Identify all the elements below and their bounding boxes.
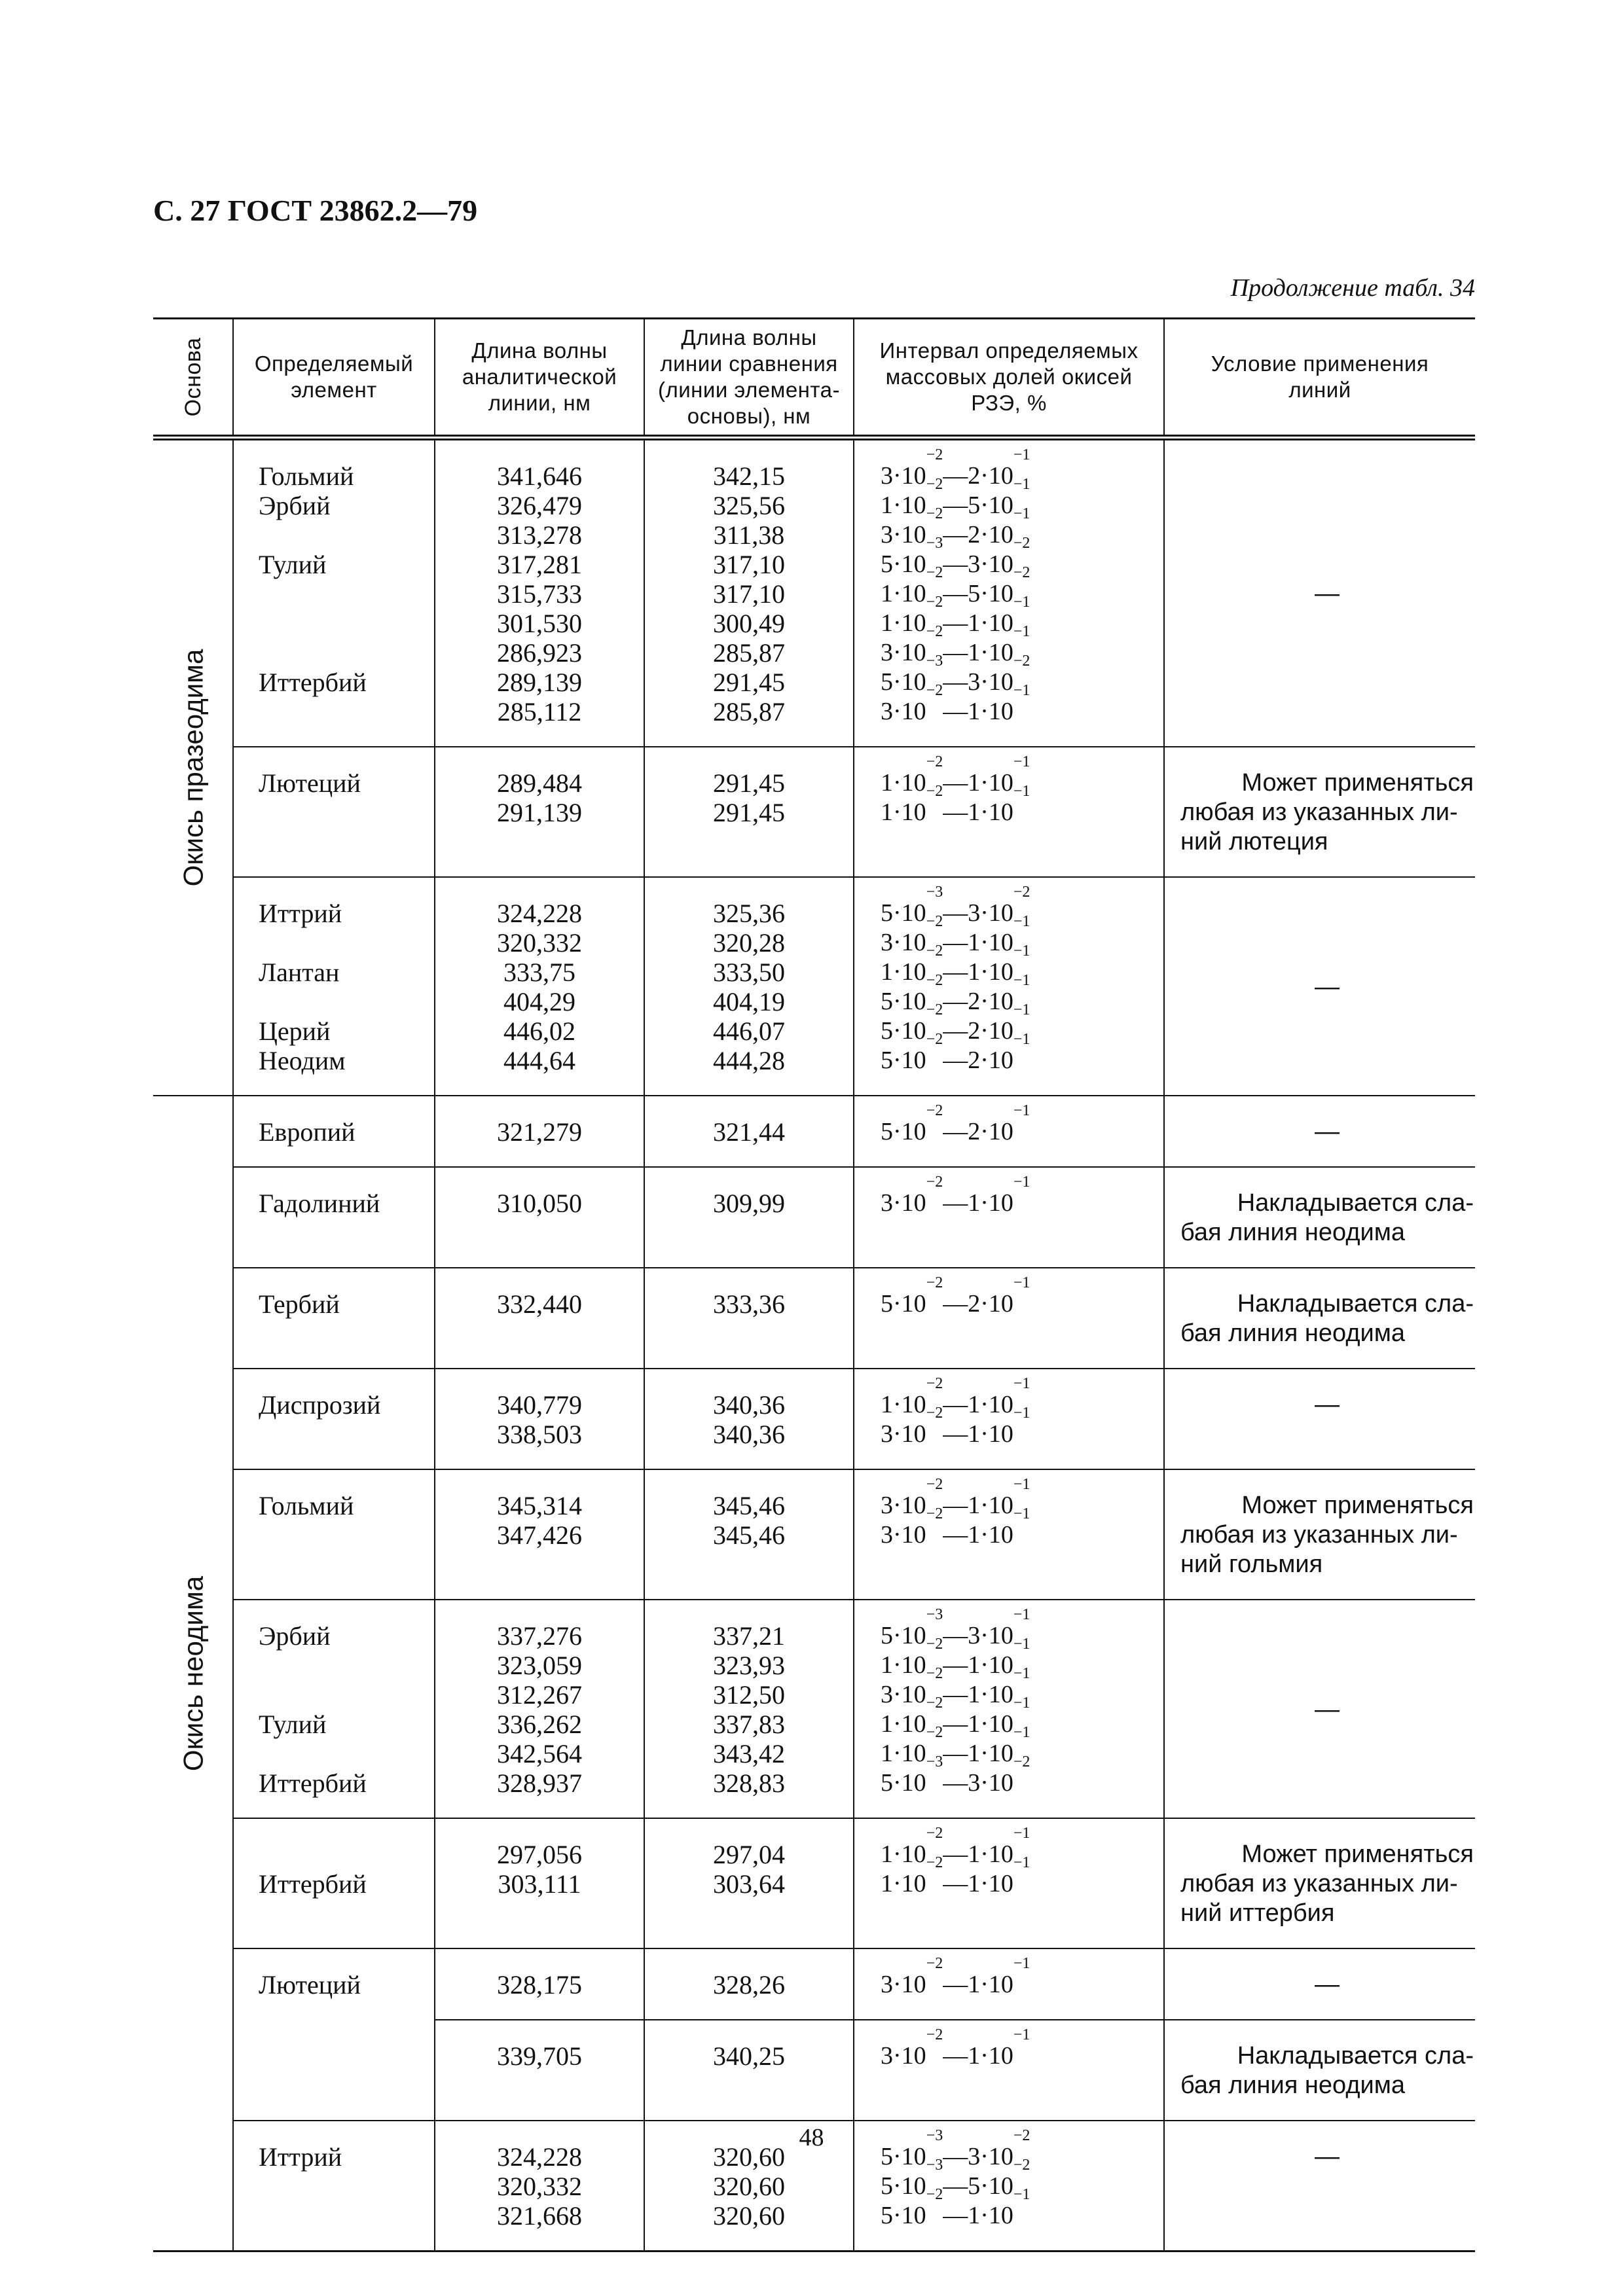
range-cell: [854, 1600, 1164, 1818]
element-cell-value: Гольмий: [259, 1491, 354, 1520]
analytic-wavelength-value: 347,426: [497, 1520, 582, 1550]
compare-wavelength: [644, 1818, 854, 1948]
compare-wavelength-value: 321,44: [713, 1117, 785, 1147]
compare-wavelength-value: 285,87: [713, 638, 785, 668]
analytic-wavelength: [435, 438, 644, 747]
range-cell: [854, 2020, 1164, 2121]
header-line: РЗЭ, %: [971, 391, 1047, 415]
page-header: С. 27 ГОСТ 23862.2—79: [153, 194, 478, 227]
element-cell-value: Иттербий: [259, 1768, 367, 1798]
range-value: $3\cdot 10^{-2}—1\cdot 10^{-1}$: [881, 1955, 1030, 1998]
element-cell: [233, 438, 435, 747]
element-cell-value: Гольмий: [259, 461, 354, 491]
range-value: $5\cdot 10^{-2}—2\cdot 10^{-1}$: [881, 1001, 1030, 1045]
element-cell-value: Иттрий: [259, 2142, 342, 2172]
compare-wavelength-value: 340,36: [713, 1420, 785, 1449]
element-cell-value: [259, 2201, 434, 2231]
compare-wavelength: [644, 2020, 854, 2121]
condition-cell: [1164, 1369, 1475, 1469]
analytic-wavelength: [435, 1369, 644, 1469]
element-cell-value: [259, 609, 434, 638]
analytic-wavelength-value: 321,668: [497, 2201, 582, 2231]
element-cell-value: [259, 1680, 434, 1710]
table-row: [153, 1469, 1475, 1600]
condition-dash: —: [1315, 1971, 1340, 1998]
header-line: основы), нм: [687, 404, 811, 428]
range-cell: [854, 1096, 1164, 1167]
range-cell: [854, 1469, 1164, 1600]
analytic-wavelength-value: 321,279: [497, 1117, 582, 1147]
element-cell: [233, 1268, 435, 1369]
analytic-wavelength: [435, 2020, 644, 2121]
analytic-wavelength-value: 328,175: [497, 1970, 582, 2000]
condition-line: любая из указанных ли-: [1180, 1521, 1458, 1549]
compare-wavelength-value: 309,99: [713, 1189, 785, 1218]
condition-line: Накладывается сла-: [1237, 1189, 1474, 1217]
condition-line: бая линия неодима: [1180, 1319, 1405, 1347]
range-value: $3\cdot 10^{-2}—1\cdot 10^{-1}$: [881, 1505, 1030, 1549]
element-cell-value: [259, 1840, 434, 1869]
analytic-wavelength-value: 285,112: [497, 697, 582, 726]
range-value: $3\cdot 10^{-2}—1\cdot 10^{-1}$: [881, 1665, 1030, 1708]
condition-cell: [1164, 1818, 1475, 1948]
analytic-wavelength-value: 333,75: [503, 958, 575, 987]
range-value: $5\cdot 10^{-3}—3\cdot 10^{-2}$: [881, 1753, 1030, 1797]
condition-line: бая линия неодима: [1180, 2072, 1405, 2099]
element-cell-value: Лютеций: [259, 1970, 361, 2000]
analytic-wavelength-value: 310,050: [497, 1189, 582, 1218]
analytic-wavelength-value: 286,923: [497, 638, 582, 668]
header-row: [153, 319, 1475, 438]
condition-cell: [1164, 438, 1475, 747]
compare-wavelength-value: 311,38: [713, 520, 785, 550]
compare-wavelength-value: 285,87: [713, 697, 785, 726]
analytic-wavelength-value: 338,503: [497, 1420, 582, 1449]
compare-wavelength-value: 320,60: [713, 2201, 785, 2231]
table-row: [153, 1268, 1475, 1369]
range-value: $3\cdot 10^{-2}—2\cdot 10^{-1}$: [881, 505, 1030, 548]
condition-line: Может применяться: [1241, 1492, 1474, 1519]
analytic-wavelength-value: 291,139: [497, 798, 582, 827]
range-value: $3\cdot 10^{-2}—1\cdot 10^{-1}$: [881, 2026, 1030, 2070]
condition-line: ний гольмия: [1180, 1551, 1323, 1578]
table-row: [153, 1096, 1475, 1167]
range-cell: [854, 1369, 1164, 1469]
analytic-wavelength: [435, 1600, 644, 1818]
table-row: [153, 747, 1475, 877]
condition-cell: [1164, 1096, 1475, 1167]
compare-wavelength-value: 333,50: [713, 958, 785, 987]
header-line: линии сравнения: [660, 351, 838, 376]
compare-wavelength-value: 317,10: [713, 579, 785, 609]
condition-dash: —: [1315, 580, 1340, 607]
element-cell-value: [259, 579, 434, 609]
analytic-wavelength: [435, 747, 644, 877]
analytic-wavelength-value: 444,64: [503, 1046, 575, 1075]
table-row: [153, 877, 1475, 1096]
compare-wavelength-value: 320,60: [713, 2142, 785, 2172]
range-value: $5\cdot 10^{-2}—1\cdot 10^{-1}$: [881, 2186, 1030, 2229]
compare-wavelength-value: 444,28: [713, 1046, 785, 1075]
range-value: $5\cdot 10^{-2}—2\cdot 10^{-1}$: [881, 972, 1030, 1015]
element-cell: [233, 1600, 435, 1818]
compare-wavelength-value: 343,42: [713, 1739, 785, 1768]
condition-line: Может применяться: [1241, 1840, 1474, 1868]
analytic-wavelength-value: 320,332: [497, 2172, 582, 2201]
compare-wavelength-value: 291,45: [713, 798, 785, 827]
header-line: Интервал определяемых: [879, 338, 1139, 363]
compare-wavelength-value: 345,46: [713, 1520, 785, 1550]
compare-wavelength-value: 325,36: [713, 899, 785, 928]
compare-wavelength: [644, 1096, 854, 1167]
compare-wavelength-value: 328,26: [713, 1970, 785, 2000]
range-value: $5\cdot 10^{-3}—3\cdot 10^{-2}$: [881, 653, 1030, 696]
base-label: Окись празеодима: [177, 649, 208, 887]
range-value: $3\cdot 10^{-2}—1\cdot 10^{-1}$: [881, 1476, 1030, 1519]
element-cell-value: [259, 697, 434, 726]
base-label: Окись неодима: [177, 1575, 208, 1771]
compare-wavelength: [644, 1167, 854, 1268]
element-cell-value: [259, 928, 434, 958]
range-value: $3\cdot 10^{-2}—1\cdot 10^{-1}$: [881, 682, 1030, 725]
header-line: элемент: [291, 378, 377, 402]
analytic-wavelength-value: 326,479: [497, 491, 582, 520]
range-value: $3\cdot 10^{-2}—1\cdot 10^{-1}$: [881, 1174, 1030, 1217]
element-cell: [233, 1369, 435, 1469]
range-cell: [854, 877, 1164, 1096]
header-line: (линии элемента-: [657, 378, 840, 402]
element-cell: [233, 1948, 435, 2121]
condition-dash: —: [1315, 2143, 1340, 2170]
analytic-wavelength: [435, 1096, 644, 1167]
element-cell-value: Европий: [259, 1117, 356, 1147]
compare-wavelength-value: 323,93: [713, 1651, 785, 1680]
condition-line: бая линия неодима: [1180, 1219, 1405, 1246]
condition-dash: —: [1315, 1695, 1340, 1723]
condition-dash: —: [1315, 1391, 1340, 1418]
condition-line: Накладывается сла-: [1237, 1290, 1474, 1318]
analytic-wavelength: [435, 1818, 644, 1948]
condition-cell: [1164, 1469, 1475, 1600]
compare-wavelength-value: 446,07: [713, 1016, 785, 1046]
analytic-wavelength-value: 324,228: [497, 2142, 582, 2172]
compare-wavelength: [644, 1600, 854, 1818]
compare-wavelength-value: 340,36: [713, 1390, 785, 1420]
range-value: $5\cdot 10^{-3}—3\cdot 10^{-2}$: [881, 884, 1030, 927]
compare-wavelength-value: 317,10: [713, 550, 785, 579]
range-value: $1\cdot 10^{-2}—1\cdot 10^{-1}$: [881, 783, 1030, 826]
condition-cell: [1164, 747, 1475, 877]
base-cell: [153, 438, 233, 1096]
range-value: $3\cdot 10^{-2}—1\cdot 10^{-1}$: [881, 913, 1030, 956]
header-line: массовых долей окисей: [885, 365, 1133, 389]
range-value: $5\cdot 10^{-2}—2\cdot 10^{-1}$: [881, 1031, 1030, 1074]
compare-wavelength-value: 337,21: [713, 1621, 785, 1651]
analytic-wavelength-value: 337,276: [497, 1621, 582, 1651]
analytic-wavelength-value: 289,139: [497, 668, 582, 697]
element-cell-value: Тулий: [259, 1710, 327, 1739]
analytic-wavelength-value: 313,278: [497, 520, 582, 550]
range-cell: [854, 1268, 1164, 1369]
header-base: Основа: [153, 319, 233, 438]
compare-wavelength-value: 328,83: [713, 1768, 785, 1798]
element-cell-value: Эрбий: [259, 1621, 331, 1651]
range-value: $1\cdot 10^{-2}—1\cdot 10^{-1}$: [881, 753, 1030, 797]
analytic-wavelength-value: 332,440: [497, 1289, 582, 1319]
element-cell: [233, 877, 435, 1096]
element-cell: [233, 747, 435, 877]
range-value: $3\cdot 10^{-2}—2\cdot 10^{-1}$: [881, 446, 1030, 490]
table-row: [153, 1948, 1475, 2020]
condition-line: Может применяться: [1241, 769, 1474, 797]
range-value: $5\cdot 10^{-3}—3\cdot 10^{-1}$: [881, 1606, 1030, 1649]
compare-wavelength-value: 342,15: [713, 461, 785, 491]
element-cell: [233, 1818, 435, 1948]
range-value: $5\cdot 10^{-2}—2\cdot 10^{-1}$: [881, 1274, 1030, 1318]
range-value: $1\cdot 10^{-2}—5\cdot 10^{-2}$: [881, 564, 1030, 607]
analytic-wavelength-value: 339,705: [497, 2041, 582, 2071]
element-cell-value: Лантан: [259, 958, 340, 987]
range-value: $1\cdot 10^{-2}—1\cdot 10^{-1}$: [881, 1375, 1030, 1418]
element-cell-value: Иттербий: [259, 668, 367, 697]
condition-line: ний иттербия: [1180, 1899, 1335, 1927]
range-value: $1\cdot 10^{-2}—1\cdot 10^{-1}$: [881, 1854, 1030, 1897]
table-row: [153, 1369, 1475, 1469]
analytic-wavelength-value: 342,564: [497, 1739, 582, 1768]
element-cell-value: Тулий: [259, 550, 327, 579]
element-cell-value: Диспрозий: [259, 1390, 381, 1420]
analytic-wavelength-value: 404,29: [503, 987, 575, 1016]
compare-wavelength-value: 297,04: [713, 1840, 785, 1869]
table-body: [153, 438, 1475, 2251]
analytic-wavelength-value: 324,228: [497, 899, 582, 928]
analytic-wavelength-value: 323,059: [497, 1651, 582, 1680]
compare-wavelength: [644, 1948, 854, 2020]
condition-cell: [1164, 1167, 1475, 1268]
range-value: $3\cdot 10^{-2}—1\cdot 10^{-1}$: [881, 1405, 1030, 1448]
element-cell-value: [259, 2172, 434, 2201]
element-cell-value: [259, 1739, 434, 1768]
compare-wavelength-value: 303,64: [713, 1869, 785, 1899]
header-condition: [1164, 319, 1475, 438]
compare-wavelength-value: 300,49: [713, 609, 785, 638]
element-cell-value: Лютеций: [259, 768, 361, 798]
element-cell-value: [259, 1651, 434, 1680]
analytic-wavelength-value: 341,646: [497, 461, 582, 491]
element-cell-value: Гадолиний: [259, 1189, 380, 1218]
element-cell: [233, 1167, 435, 1268]
analytic-wavelength: [435, 877, 644, 1096]
header-analytic: [435, 319, 644, 438]
range-value: $1\cdot 10^{-2}—1\cdot 10^{-1}$: [881, 1825, 1030, 1868]
range-cell: [854, 747, 1164, 877]
analytic-wavelength-value: 345,314: [497, 1491, 582, 1520]
analytic-wavelength-value: 317,281: [497, 550, 582, 579]
range-value: $3\cdot 10^{-2}—1\cdot 10^{-1}$: [881, 623, 1030, 666]
range-value: $5\cdot 10^{-3}—3\cdot 10^{-2}$: [881, 2127, 1030, 2170]
header-line: линий: [1288, 378, 1351, 402]
page-number: 48: [799, 2124, 824, 2151]
analytic-wavelength-value: 340,779: [497, 1390, 582, 1420]
analytic-wavelength-value: 301,530: [497, 609, 582, 638]
header-line: аналитической: [462, 365, 617, 389]
analytic-wavelength-value: 446,02: [503, 1016, 575, 1046]
header-line: Условие применения: [1211, 351, 1429, 376]
header-line: Длина волны: [681, 325, 817, 350]
condition-line: любая из указанных ли-: [1180, 798, 1458, 826]
analytic-wavelength-value: 336,262: [497, 1710, 582, 1739]
element-cell-value: Иттербий: [259, 1869, 367, 1899]
condition-cell: [1164, 877, 1475, 1096]
analytic-wavelength-value: 328,937: [497, 1768, 582, 1798]
range-value: $5\cdot 10^{-2}—2\cdot 10^{-1}$: [881, 1102, 1030, 1145]
condition-dash: —: [1315, 1118, 1340, 1145]
compare-wavelength-value: 340,25: [713, 2041, 785, 2071]
range-cell: [854, 438, 1164, 747]
element-cell-value: [259, 987, 434, 1016]
header-line: линии, нм: [488, 391, 591, 415]
analytic-wavelength-value: 320,332: [497, 928, 582, 958]
compare-wavelength-value: 404,19: [713, 987, 785, 1016]
element-cell-value: Церий: [259, 1016, 331, 1046]
element-cell: [233, 1096, 435, 1167]
analytic-wavelength: [435, 1268, 644, 1369]
condition-line: ний лютеция: [1180, 828, 1328, 855]
compare-wavelength-value: 291,45: [713, 768, 785, 798]
analytic-wavelength: [435, 1469, 644, 1600]
compare-wavelength-value: 312,50: [713, 1680, 785, 1710]
element-cell: [233, 1469, 435, 1600]
condition-dash: —: [1315, 973, 1340, 1001]
compare-wavelength: [644, 1268, 854, 1369]
compare-wavelength-value: 325,56: [713, 491, 785, 520]
compare-wavelength: [644, 1469, 854, 1600]
table-row: [153, 438, 1475, 747]
element-cell-value: [259, 1420, 434, 1449]
header-range: [854, 319, 1164, 438]
element-cell-value: Неодим: [259, 1046, 346, 1075]
compare-wavelength-value: 320,60: [713, 2172, 785, 2201]
table-row: [153, 1600, 1475, 1818]
analytic-wavelength-value: 303,111: [498, 1869, 581, 1899]
table-row: [153, 1818, 1475, 1948]
compare-wavelength: [644, 747, 854, 877]
analytic-wavelength-value: 289,484: [497, 768, 582, 798]
compare-wavelength: [644, 1369, 854, 1469]
range-value: $1\cdot 10^{-2}—1\cdot 10^{-1}$: [881, 1724, 1030, 1767]
compare-wavelength: [644, 438, 854, 747]
condition-line: Накладывается сла-: [1237, 2042, 1474, 2070]
analytic-wavelength-value: 315,733: [497, 579, 582, 609]
condition-cell: [1164, 1268, 1475, 1369]
condition-cell: [1164, 2020, 1475, 2121]
table-row: [153, 1167, 1475, 1268]
condition-cell: [1164, 1600, 1475, 1818]
compare-wavelength-value: 320,28: [713, 928, 785, 958]
element-cell-value: [259, 1520, 434, 1550]
range-cell: [854, 1948, 1164, 2020]
data-table: [153, 317, 1475, 2252]
header-line: Длина волны: [471, 338, 608, 363]
analytic-wavelength-value: 297,056: [497, 1840, 582, 1869]
header-line: Определяемый: [254, 351, 414, 376]
compare-wavelength-value: 333,36: [713, 1289, 785, 1319]
compare-wavelength: [644, 877, 854, 1096]
range-value: $1\cdot 10^{-2}—1\cdot 10^{-1}$: [881, 1695, 1030, 1738]
element-cell-value: [259, 638, 434, 668]
table-caption: Продолжение табл. 34: [1230, 274, 1475, 302]
header-element: [233, 319, 435, 438]
analytic-wavelength: [435, 1948, 644, 2020]
element-cell-value: Тербий: [259, 1289, 340, 1319]
base-cell: [153, 1096, 233, 2251]
element-cell-value: [259, 520, 434, 550]
condition-cell: [1164, 1948, 1475, 2020]
range-cell: [854, 1167, 1164, 1268]
compare-wavelength-value: 337,83: [713, 1710, 785, 1739]
range-value: $5\cdot 10^{-3}—5\cdot 10^{-2}$: [881, 2157, 1030, 2200]
condition-line: любая из указанных ли-: [1180, 1870, 1458, 1897]
element-cell-value: [259, 798, 434, 827]
range-value: $1\cdot 10^{-2}—1\cdot 10^{-1}$: [881, 1636, 1030, 1679]
range-value: $1\cdot 10^{-2}—5\cdot 10^{-1}$: [881, 476, 1030, 519]
range-value: $1\cdot 10^{-2}—1\cdot 10^{-1}$: [881, 594, 1030, 637]
analytic-wavelength: [435, 1167, 644, 1268]
element-cell-value: Иттрий: [259, 899, 342, 928]
element-cell-value: Эрбий: [259, 491, 331, 520]
range-cell: [854, 1818, 1164, 1948]
analytic-wavelength-value: 312,267: [497, 1680, 582, 1710]
compare-wavelength-value: 291,45: [713, 668, 785, 697]
compare-wavelength-value: 345,46: [713, 1491, 785, 1520]
range-value: $5\cdot 10^{-3}—3\cdot 10^{-2}$: [881, 535, 1030, 578]
range-value: $1\cdot 10^{-2}—1\cdot 10^{-1}$: [881, 942, 1030, 986]
header-compare: [644, 319, 854, 438]
